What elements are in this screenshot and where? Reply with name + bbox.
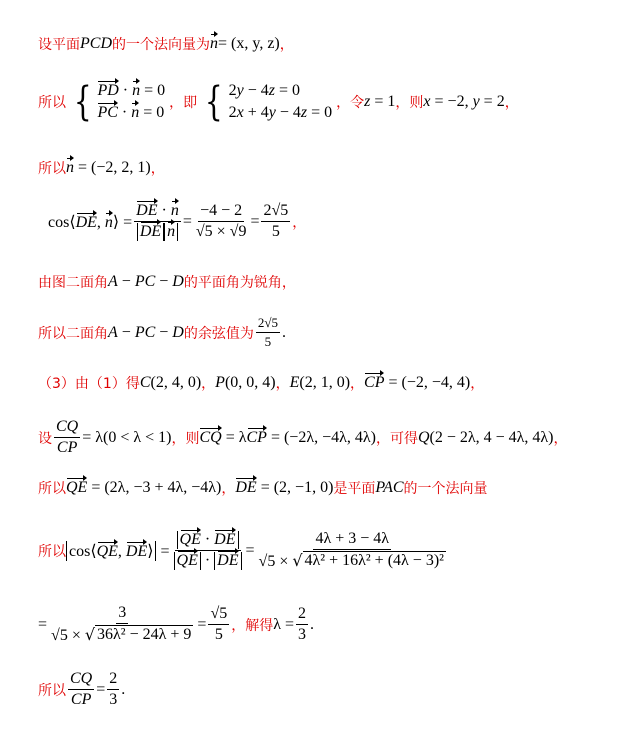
line-abs-cos: 所以 cos⟨QE, DE⟩ = $\frac{QE \cdot DE}{QE \cdot DE}$ = 4λ + 3 − 4λ √5 × √ 4λ² + 16λ² + (4λ − 3)² [38,530,444,570]
line-solve-lambda: = 3 √5 × √ 36λ² − 24λ + 9 = $\frac{√5}{5}$ ，解得 λ = $\frac{2}{3}$ . [38,604,314,644]
line-part3-points: （3）由（1）得 C(2, 4, 0) ， P(0, 0, 4) ， E(2, 1, 0) ， CP = (−2, −4, 4) ， [38,374,485,392]
line-cos-de-n: cos⟨DE, n⟩ = $\frac{DE \cdot n}{\text{DE n}}$ = $\frac{-4 - 2}{√5 \times √9}$ = $\frac{2√5}{5}$ ， [48,202,307,240]
line-lambda-def: 设 $\frac{CQ}{CP}$ = λ(0 < λ < 1) ，则 CQ = λCP = (−2λ, −4λ, 4λ) ，可得 Q(2 − 2λ, 4 − 4λ, 4λ) ， [38,418,568,456]
vector-n: n [210,35,218,52]
math: = (x, y, z) [218,35,280,52]
equation-system-1: { PD · n = 0 PC · n = 0 [73,79,166,125]
text: 所以 [38,95,66,111]
text: 的一个法向量为 [112,37,210,53]
line-normal-vector-def [38,34,294,54]
equation-system-2: { 2y − 4z = 0 2x + 4y − 4z = 0 [204,79,333,125]
line-final-ratio: 所以 $\frac{CQ}{CP}$ = $\frac{2}{3}$ . [38,670,126,708]
line-system: 所以 { PD · n = 0 PC · n = 0 ，即 { 2y − 4z = 0 2x + 4y − 4z = 0 ，令 z = 1 ，则 x = −2, y = 2 ， [38,79,519,125]
line-acute-angle: 由图二面角 A − PC − D 的平面角为锐角， [38,273,296,291]
line-qe-vector: 所以 QE = (2λ, −3 + 4λ, −4λ) ， DE = (2, −1, 0) 是平面 PAC 的一个法向量 [38,479,488,497]
plane-name: PCD [80,35,112,52]
line-n-result: 所以 n = (−2, 2, 1) ， [38,159,165,177]
text: 设平面 [38,37,80,53]
line-cosine-value: 所以二面角 A − PC − D 的余弦值为 $\frac{2√5}{5}$ . [38,315,286,349]
text: ， [279,37,294,53]
